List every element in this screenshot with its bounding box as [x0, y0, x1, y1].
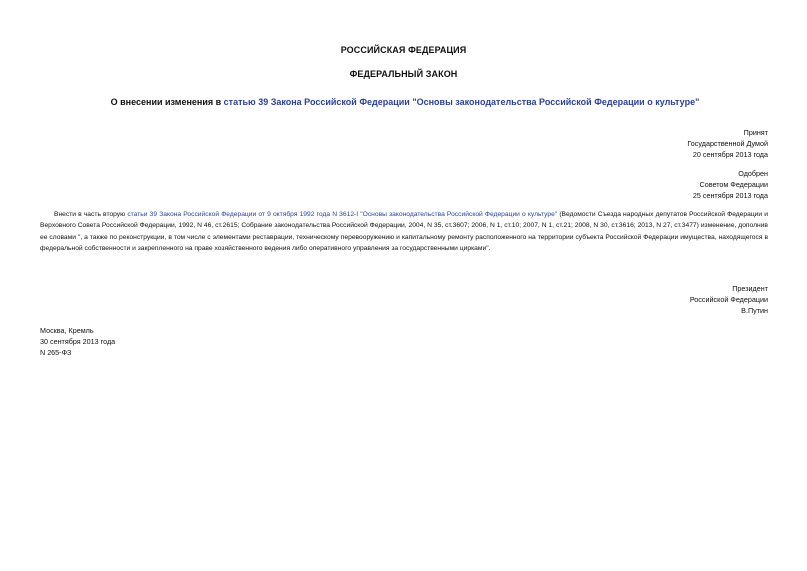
approved-date: 25 сентября 2013 года: [692, 191, 768, 201]
doc-type-heading: ФЕДЕРАЛЬНЫЙ ЗАКОН: [349, 69, 458, 79]
body-rest: (Ведомости Съезда народных депутатов Российской Федерации и Верховного Совета Российской Федерации, 1992, N 46, ст.2615; Собрание законодательства Российской Федерации, 2004, N 35, ст.3607; 2006, N 1, ст.10; 2007, N 1, ст.21; 2008, N 30, ст.3616; 2013, N 27, ст.3477) изменение, дополнив ее словами ", а также по реконструкции, в том числе с элементами реставрации, техническому перевооружению и капитальному ремонту расположенного на территории субъекта Российской Федерации имущества, находящегося в федеральной собственности и закрепленного на праве хозяйственного ведения либо оперативного управления за государственными цирками".: [40, 211, 769, 252]
signature-name: В.Путин: [741, 306, 768, 316]
law-title-link[interactable]: статью 39 Закона Российской Федерации "Основы законодательства Российской Федерации о культуре": [223, 97, 700, 107]
adopted-body: Государственной Думой: [687, 139, 768, 149]
body-article-link[interactable]: статьи 39 Закона Российской Федерации от 9 октября 1992 года N 3612-I "Основы законодательства Российской Федерации о культуре": [127, 211, 558, 218]
place-date-block: [40, 325, 115, 359]
adopted-block: [687, 127, 768, 161]
law-title-prefix: О внесении изменения в: [110, 97, 224, 107]
signature-title: Президент: [732, 284, 768, 293]
adopted-label: Принят: [743, 128, 768, 137]
place: Москва, Кремль: [40, 326, 94, 335]
signature-country: Российской Федерации: [689, 295, 768, 305]
adopted-date: 20 сентября 2013 года: [692, 150, 768, 160]
law-number: N 265-ФЗ: [40, 348, 72, 358]
body-prefix: Внести в часть вторую: [54, 211, 128, 218]
law-title: [60, 97, 750, 107]
country-heading: РОССИЙСКАЯ ФЕДЕРАЦИЯ: [340, 45, 467, 55]
signature-block: [690, 283, 768, 317]
sign-date: 30 сентября 2013 года: [40, 337, 116, 347]
approved-body: Советом Федерации: [699, 180, 768, 190]
approved-label: Одобрен: [738, 169, 768, 178]
approved-block: [693, 168, 768, 202]
law-body-paragraph: [40, 209, 768, 254]
